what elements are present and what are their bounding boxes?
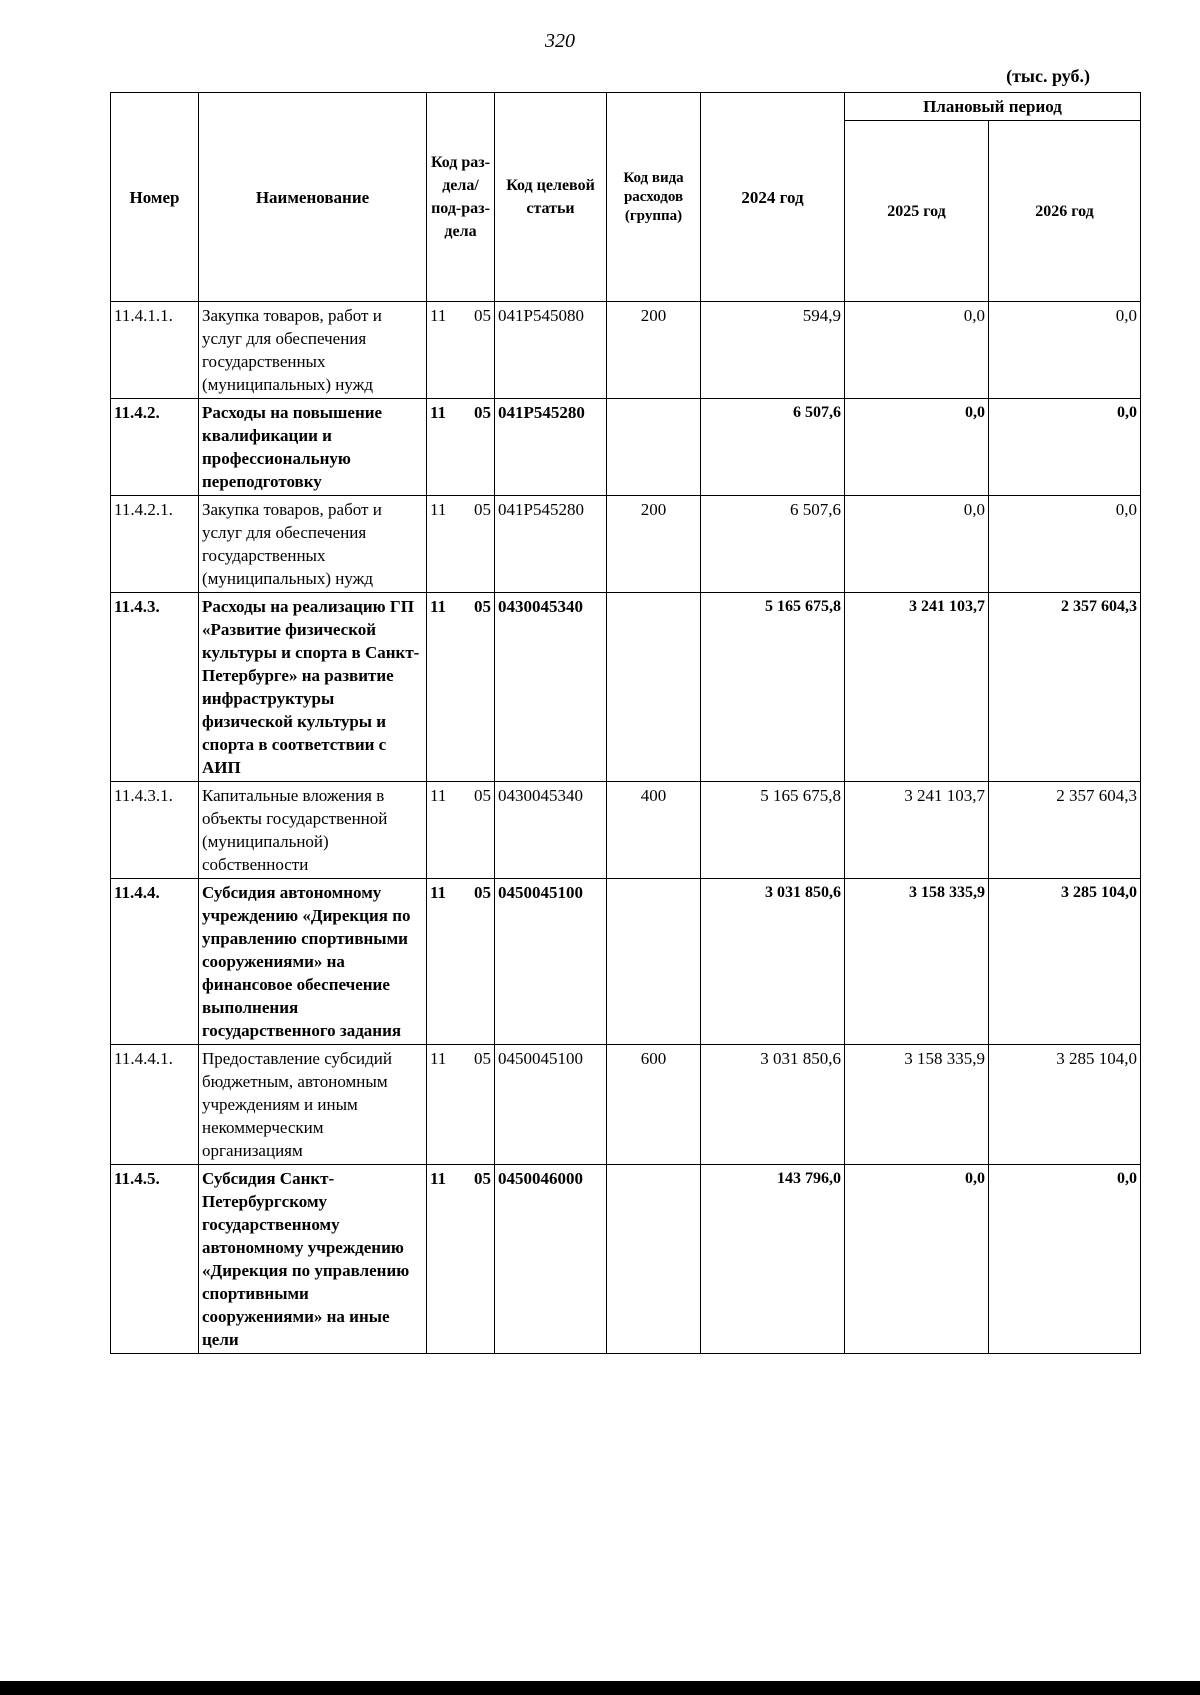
table-row bbox=[111, 399, 1141, 496]
row-section-cell bbox=[427, 399, 495, 496]
row-number: 11.4.1.1. bbox=[111, 302, 199, 399]
row-number: 11.4.4. bbox=[111, 879, 199, 1045]
row-name: Предоставление субсидий бюджетным, автономным учреждениям и иным некоммерческим организациям bbox=[199, 1045, 427, 1165]
row-amount-2024: 594,9 bbox=[701, 302, 845, 399]
row-section: 11 bbox=[430, 786, 447, 805]
row-target-code: 0450046000 bbox=[495, 1165, 607, 1354]
header-section: Код раз-дела/ под-раз-дела bbox=[427, 93, 495, 302]
row-name: Закупка товаров, работ и услуг для обеспечения государственных (муниципальных) нужд bbox=[199, 496, 427, 593]
table-row bbox=[111, 593, 1141, 782]
row-expense-type bbox=[607, 593, 701, 782]
row-amount-2025: 3 241 103,7 bbox=[845, 593, 989, 782]
row-section-cell bbox=[427, 593, 495, 782]
row-amount-2024: 5 165 675,8 bbox=[701, 593, 845, 782]
row-number: 11.4.3. bbox=[111, 593, 199, 782]
row-subsection: 05 bbox=[474, 1169, 491, 1188]
table-row bbox=[111, 496, 1141, 593]
row-expense-type: 200 bbox=[607, 496, 701, 593]
row-amount-2026: 2 357 604,3 bbox=[989, 782, 1141, 879]
row-amount-2025: 0,0 bbox=[845, 1165, 989, 1354]
header-plan-period: Плановый период bbox=[845, 93, 1141, 121]
row-target-code: 0430045340 bbox=[495, 782, 607, 879]
row-amount-2025: 3 158 335,9 bbox=[845, 879, 989, 1045]
table-row bbox=[111, 782, 1141, 879]
row-amount-2026: 0,0 bbox=[989, 496, 1141, 593]
row-number: 11.4.3.1. bbox=[111, 782, 199, 879]
row-expense-type: 400 bbox=[607, 782, 701, 879]
table-row bbox=[111, 1165, 1141, 1354]
row-amount-2026: 0,0 bbox=[989, 399, 1141, 496]
header-target: Код целевой статьи bbox=[495, 93, 607, 302]
page-number: 320 bbox=[545, 30, 575, 52]
row-amount-2026: 0,0 bbox=[989, 302, 1141, 399]
row-expense-type bbox=[607, 879, 701, 1045]
row-section: 11 bbox=[430, 1049, 447, 1068]
row-amount-2025: 0,0 bbox=[845, 302, 989, 399]
row-section-cell bbox=[427, 1165, 495, 1354]
row-section: 11 bbox=[430, 306, 447, 325]
row-name: Субсидия Санкт-Петербургскому государственному автономному учреждению «Дирекция по управлению спортивными сооружениями» на иные цели bbox=[199, 1165, 427, 1354]
row-amount-2024: 143 796,0 bbox=[701, 1165, 845, 1354]
row-subsection: 05 bbox=[474, 883, 491, 902]
row-amount-2026: 0,0 bbox=[989, 1165, 1141, 1354]
row-name: Расходы на повышение квалификации и профессиональную переподготовку bbox=[199, 399, 427, 496]
row-name: Субсидия автономному учреждению «Дирекция по управлению спортивными сооружениями» на финансовое обеспечение выполнения государственного задания bbox=[199, 879, 427, 1045]
row-expense-type: 200 bbox=[607, 302, 701, 399]
row-target-code: 041P545280 bbox=[495, 496, 607, 593]
row-section-cell bbox=[427, 782, 495, 879]
row-section: 11 bbox=[430, 1169, 447, 1188]
units-label: (тыс. руб.) bbox=[1006, 66, 1090, 86]
row-amount-2024: 3 031 850,6 bbox=[701, 879, 845, 1045]
row-target-code: 041P545080 bbox=[495, 302, 607, 399]
row-amount-2026: 2 357 604,3 bbox=[989, 593, 1141, 782]
row-target-code: 0450045100 bbox=[495, 879, 607, 1045]
row-amount-2024: 5 165 675,8 bbox=[701, 782, 845, 879]
row-expense-type bbox=[607, 399, 701, 496]
row-section: 11 bbox=[430, 403, 447, 422]
row-number: 11.4.5. bbox=[111, 1165, 199, 1354]
header-2024: 2024 год bbox=[701, 93, 845, 302]
row-name: Закупка товаров, работ и услуг для обеспечения государственных (муниципальных) нужд bbox=[199, 302, 427, 399]
row-subsection: 05 bbox=[474, 500, 491, 519]
row-subsection: 05 bbox=[474, 1049, 491, 1068]
row-target-code: 0430045340 bbox=[495, 593, 607, 782]
row-number: 11.4.4.1. bbox=[111, 1045, 199, 1165]
row-section-cell bbox=[427, 879, 495, 1045]
table-row bbox=[111, 302, 1141, 399]
row-section: 11 bbox=[430, 500, 447, 519]
row-section-cell bbox=[427, 302, 495, 399]
row-amount-2024: 3 031 850,6 bbox=[701, 1045, 845, 1165]
row-expense-type: 600 bbox=[607, 1045, 701, 1165]
row-name: Капитальные вложения в объекты государственной (муниципальной) собственности bbox=[199, 782, 427, 879]
table-row bbox=[111, 1045, 1141, 1165]
header-number: Номер bbox=[111, 93, 199, 302]
row-section-cell bbox=[427, 1045, 495, 1165]
scan-edge-bar bbox=[0, 1681, 1200, 1695]
header-2025: 2025 год bbox=[845, 121, 989, 302]
row-amount-2025: 3 241 103,7 bbox=[845, 782, 989, 879]
row-amount-2024: 6 507,6 bbox=[701, 399, 845, 496]
header-2026: 2026 год bbox=[989, 121, 1141, 302]
row-subsection: 05 bbox=[474, 403, 491, 422]
row-amount-2026: 3 285 104,0 bbox=[989, 879, 1141, 1045]
row-amount-2025: 0,0 bbox=[845, 496, 989, 593]
row-amount-2026: 3 285 104,0 bbox=[989, 1045, 1141, 1165]
row-amount-2025: 0,0 bbox=[845, 399, 989, 496]
row-subsection: 05 bbox=[474, 306, 491, 325]
row-subsection: 05 bbox=[474, 597, 491, 616]
row-number: 11.4.2.1. bbox=[111, 496, 199, 593]
row-number: 11.4.2. bbox=[111, 399, 199, 496]
row-expense-type bbox=[607, 1165, 701, 1354]
header-name: Наименование bbox=[199, 93, 427, 302]
budget-table bbox=[110, 92, 1141, 1354]
row-amount-2025: 3 158 335,9 bbox=[845, 1045, 989, 1165]
row-section: 11 bbox=[430, 597, 447, 616]
table-row bbox=[111, 879, 1141, 1045]
row-name: Расходы на реализацию ГП «Развитие физической культуры и спорта в Санкт-Петербурге» на развитие инфраструктуры физической культуры и спорта в соответствии с АИП bbox=[199, 593, 427, 782]
row-subsection: 05 bbox=[474, 786, 491, 805]
row-target-code: 041P545280 bbox=[495, 399, 607, 496]
row-section-cell bbox=[427, 496, 495, 593]
header-expense-type: Код вида расходов (группа) bbox=[607, 93, 701, 302]
row-section: 11 bbox=[430, 883, 447, 902]
row-amount-2024: 6 507,6 bbox=[701, 496, 845, 593]
row-target-code: 0450045100 bbox=[495, 1045, 607, 1165]
table-body bbox=[111, 302, 1141, 1354]
